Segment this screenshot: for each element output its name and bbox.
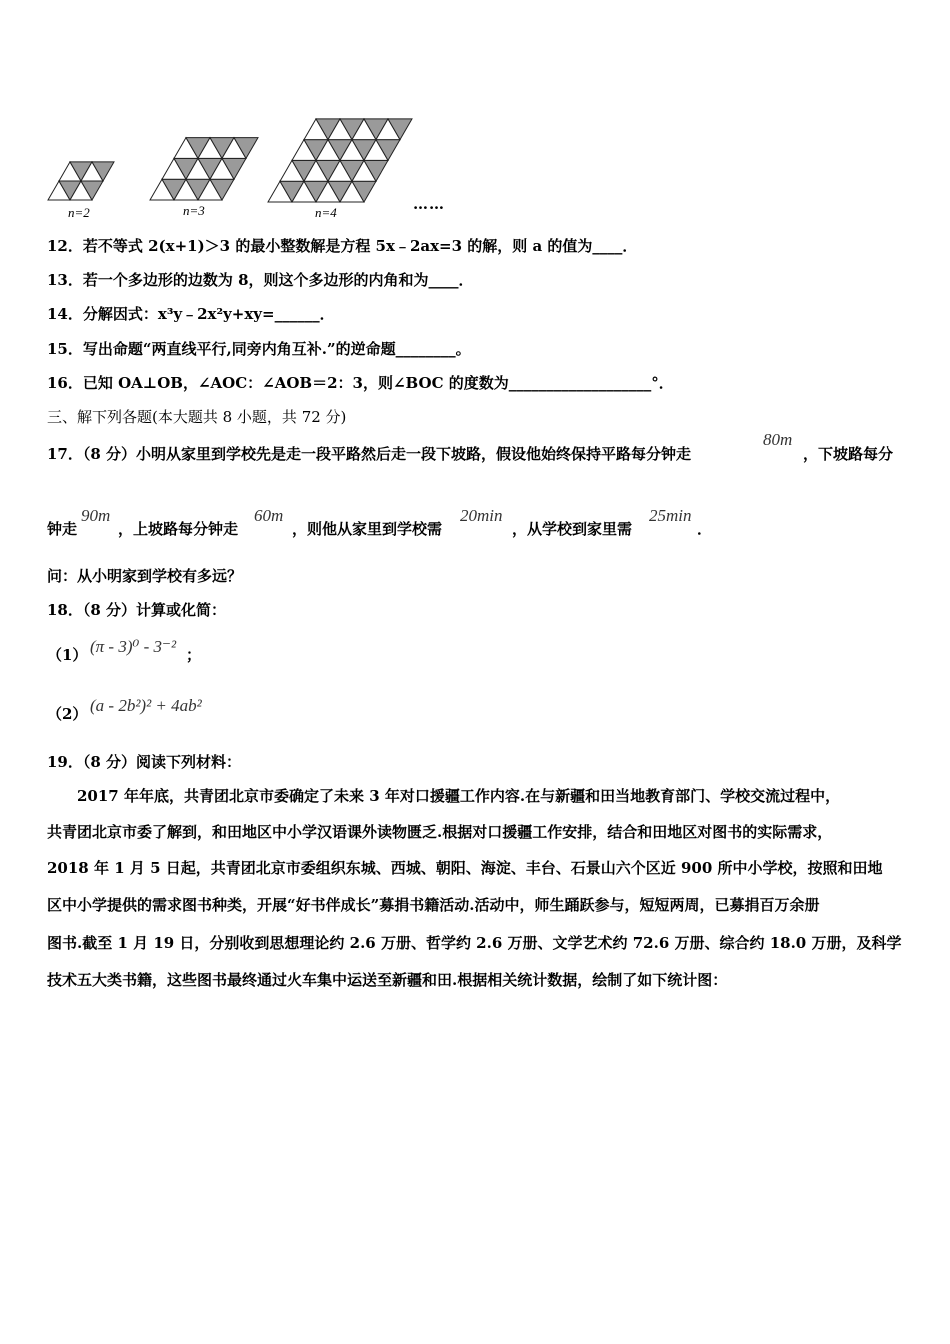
q17-time-20: 20min [460,506,503,525]
q18-part1-expression: (π - 3)⁰ - 3⁻² [90,637,177,656]
q19-paragraph-line-3: 2018 年 1 月 5 日起，共青团北京市委组织东城、西城、朝阳、海淀、丰台、石景山六个区近 900 所中小学校，按照和田地 [47,859,883,877]
triangle-figures [40,100,460,225]
triangle-figure-2 [48,162,114,200]
triangle-figures-svg [40,100,460,225]
section-3-heading: 三、解下列各题(本大题共 8 小题，共 72 分) [47,408,347,426]
q17-speed-90: 90m [81,506,111,525]
q19-paragraph-line-6: 技术五大类书籍，这些图书最终通过火车集中运送至新疆和田.根据相关统计数据，绘制了如下统计图： [47,971,728,989]
q17-seg-c: ，则他从家里到学校需 [292,520,443,538]
q17-seg-b: ，上坡路每分钟走 [118,520,239,538]
question-15: 15．写出命题“两直线平行,同旁内角互补.”的逆命题________。 [47,340,471,358]
q18-part2-label: （2） [47,705,88,723]
q17-speed-80: 80m [763,430,793,449]
figure-ellipsis: …… [413,195,445,213]
q18-part1-tail: ； [186,646,202,664]
q17-seg-a: 钟走 [47,520,78,538]
question-16: 16．已知 OA⊥OB，∠AOC：∠AOB＝2：3，则∠BOC 的度数为___________________°． [47,374,674,392]
q17-time-25: 25min [649,506,692,525]
q19-paragraph-line-1: 2017 年年底，共青团北京市委确定了未来 3 年对口援疆工作内容.在与新疆和田当地教育部门、学校交流过程中， [77,787,841,805]
q19-paragraph-line-5: 图书.截至 1 月 19 日，分别收到思想理论约 2.6 万册、哲学约 2.6 万册、文学艺术约 72.6 万册、综合约 18.0 万册，及科学 [47,934,902,952]
q18-part2-expression: (a - 2b²)² + 4ab² [90,696,202,715]
question-13: 13．若一个多边形的边数为 8，则这个多边形的内角和为____． [47,271,474,289]
figure-label-n4: n=4 [315,205,337,220]
q17-seg-d: ，从学校到家里需 [512,520,633,538]
question-19-title: 19．（8 分）阅读下列材料： [47,753,242,771]
question-17-question: 问：从小明家到学校有多远？ [47,567,243,585]
triangle-figure-3 [150,138,258,200]
question-17-line1-tail: ，下坡路每分 [803,445,894,463]
q17-speed-60: 60m [254,506,284,525]
q19-paragraph-line-2: 共青团北京市委了解到，和田地区中小学汉语课外读物匮乏.根据对口援疆工作安排，结合和田地区对图书的实际需求， [47,823,833,841]
question-14: 14．分解因式：x³y﹣2x²y+xy=______． [47,305,335,323]
question-12: 12．若不等式 2(x+1)＞3 的最小整数解是方程 5x﹣2ax=3 的解，则 a 的值为____． [47,237,638,255]
q17-seg-e: ． [697,520,713,538]
q18-part1-label: （1） [47,646,88,664]
q19-paragraph-line-4: 区中小学提供的需求图书种类，开展“好书伴成长”募捐书籍活动.活动中，师生踊跃参与，短短两周，已募捐百万余册 [47,896,820,914]
question-18-title: 18．（8 分）计算或化简： [47,601,227,619]
triangle-figure-4 [268,119,412,202]
question-17-line1: 17．（8 分）小明从家里到学校先是走一段平路然后走一段下坡路，假设他始终保持平路每分钟走 [47,445,692,463]
figure-label-n2: n=2 [68,205,90,220]
figure-label-n3: n=3 [183,203,205,218]
